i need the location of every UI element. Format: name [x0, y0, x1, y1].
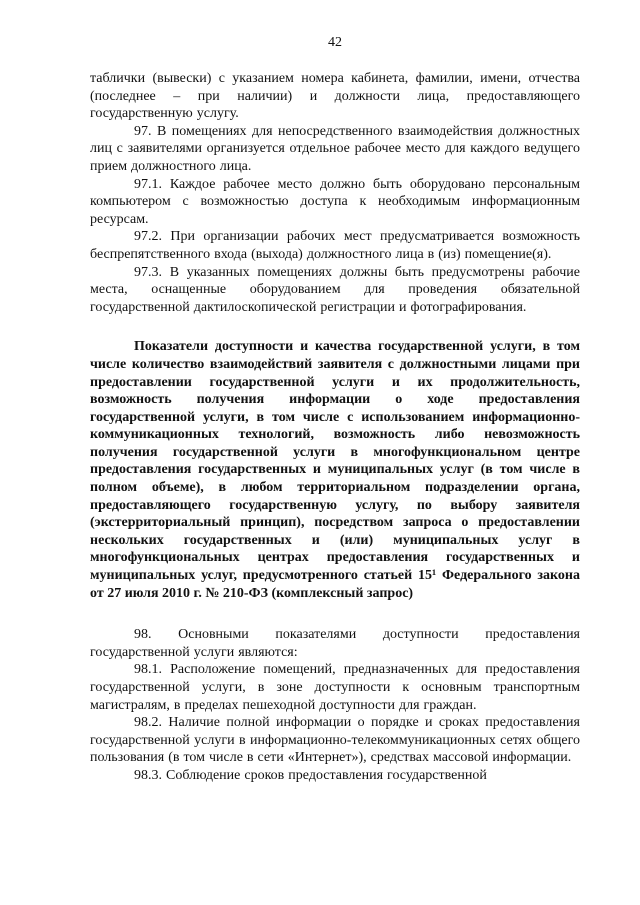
paragraph-97-2: 97.2. При организации рабочих мест предусматривается возможность беспрепятственного входа (выхода) должностного лица в (из) помещение(я).: [90, 229, 580, 262]
paragraph-98-1: 98.1. Расположение помещений, предназначенных для предоставления государственной услуги, в зоне доступности к основным транспортным магистралям, в пределах пешеходной доступности для граждан.: [90, 662, 580, 713]
paragraph-98-3: 98.3. Соблюдение сроков предоставления государственной: [134, 767, 487, 783]
paragraph-continuation: таблички (вывески) с указанием номера кабинета, фамилии, имени, отчества (последнее – при наличии) и должности лица, предоставляющего государственную услугу.: [90, 71, 580, 122]
document-body: [90, 70, 580, 785]
paragraph-98-2: 98.2. Наличие полной информации о порядке и сроках предоставления государственной услуги в информационно-телекоммуникационных сетях общего пользования (в том числе в сети «Интернет»), средствах массовой информации.: [90, 715, 580, 766]
paragraph-98: 98. Основными показателями доступности предоставления государственной услуги являются:: [90, 627, 580, 660]
paragraph-97-1: 97.1. Каждое рабочее место должно быть оборудовано персональным компьютером с возможностью доступа к необходимым информационным ресурсам.: [90, 176, 580, 227]
paragraph-97-3: 97.3. В указанных помещениях должны быть предусмотрены рабочие места, оснащенные оборудованием для проведения обязательной государственной дактилоскопической регистрации и фотографирования.: [90, 264, 580, 315]
paragraph-97: 97. В помещениях для непосредственного взаимодействия должностных лиц с заявителями организуется отдельное рабочее место для каждого ведущего прием должностного лица.: [90, 123, 580, 174]
page-number: 42: [328, 35, 342, 50]
section-heading: Показатели доступности и качества государственной услуги, в том числе количество взаимодействий заявителя с должностными лицами при предоставлении государственной услуги и их продолжительность, возможность получения информации о ходе предоставления государственной услуги, в том числе с использованием информационно-коммуникационных технологий, возможность либо невозможность получения государственной услуги в многофункциональном центре предоставления государственных и муниципальных услуг (в том числе в полном объеме), в любом территориальном подразделении органа, предоставляющего государственную услугу, по выбору заявителя (экстерриториальный принцип), посредством запроса о предоставлении нескольких государственных и (или) муниципальных услуг в многофункциональных центрах предоставления государственных и муниципальных услуг, предусмотренного статьей 15¹ Федерального закона от 27 июля 2010 г. № 210-ФЗ (комплексный запрос): [90, 339, 580, 601]
